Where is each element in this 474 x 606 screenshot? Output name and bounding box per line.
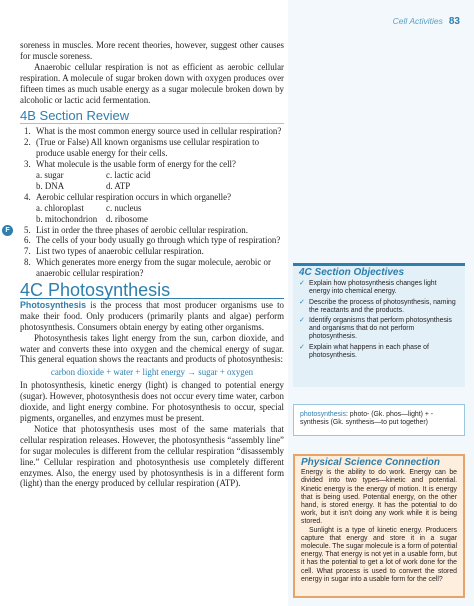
question-3-options <box>20 170 284 192</box>
section-review-number: 4B <box>20 108 36 124</box>
question-text: What molecule is the usable form of energy for the cell? <box>36 159 236 170</box>
objective-text: Identify organisms that perform photosynthesis and organisms that do not perform photosynthesis. <box>309 317 452 341</box>
section-heading <box>20 280 284 301</box>
review-question-2: 2. (True or False) All known organisms use cellular respiration to produce usable energy for their cells. <box>24 137 260 159</box>
intro-paragraph-2: Anaerobic cellular respiration is not as efficient as aerobic cellular respiration. A molecule of sugar broken down with oxygen produces over fifteen times as much usable energy as a sugar molecule broken down by alcoholic or lactic acid fermentation. <box>20 61 284 105</box>
option: a. chloroplast <box>36 202 84 213</box>
section-number: 4C <box>20 280 44 301</box>
question-text: Aerobic cellular respiration occurs in which organelle? <box>36 191 232 202</box>
review-question-7: 7. List two types of anaerobic cellular respiration. <box>24 246 204 257</box>
f-badge-icon: F <box>2 225 13 236</box>
section-paragraph-2: Photosynthesis takes light energy from the sun, carbon dioxide, and water and converts these into oxygen and the chemical energy of sugar. This general equation shows the reactants and products of photosynthesis: <box>20 332 284 365</box>
review-question-6: 6. The cells of your body usually go through which type of respiration? <box>24 235 281 246</box>
question-text: List in order the three phases of aerobic cellular respiration. <box>36 224 248 235</box>
connection-title: Physical Science Connection <box>301 457 440 468</box>
section-review-title: Section Review <box>39 108 130 124</box>
keyword-term: Photosynthesis <box>20 299 87 310</box>
objectives-list <box>299 280 459 360</box>
question-text: List two types of anaerobic cellular respiration. <box>36 246 204 257</box>
option: c. nucleus <box>106 202 142 213</box>
option: d. ATP <box>106 180 131 191</box>
main-column <box>5 40 284 489</box>
checkmark-icon: ✓ <box>299 317 305 325</box>
review-question-3: 3. What molecule is the usable form of energy for the cell? <box>24 159 236 170</box>
objective-item <box>299 299 459 315</box>
objective-item <box>299 344 459 360</box>
question-text: What is the most common energy source used in cellular respiration? <box>36 126 282 137</box>
connection-paragraph-1: Energy is the ability to do work. Energy can be divided into two types—kinetic and potential. Kinetic energy is the energy of motion. It is energy that is being used. Potential energy, on the other hand, is stored energy. It has the potential to do work, but it isn’t doing any work while it is being stored. <box>301 469 457 526</box>
option: a. sugar <box>36 169 64 180</box>
objectives-title: 4C Section Objectives <box>299 267 405 278</box>
page-number: 83 <box>448 16 460 27</box>
section-objectives-box <box>293 263 465 387</box>
vocab-term: photosynthesis <box>300 411 346 418</box>
section-paragraph-4: Notice that photosynthesis uses most of the same materials that cellular respiration releases. However, the photosynthesis “assembly line” for sugar molecules is different from the cellular respiration “disassembly line.” Cellular respiration and photosynthesis use completely different enzymes. Also, the energy used by photosynthesis is in a different form (light) than the energy produced by cellular respiration (ATP). <box>20 423 284 489</box>
option: d. ribosome <box>106 213 148 224</box>
review-question-1: 1. What is the most common energy source used in cellular respiration? <box>24 126 282 137</box>
review-questions <box>5 126 284 279</box>
physical-science-connection-box <box>293 454 465 598</box>
option: b. mitochondrion <box>36 213 98 224</box>
objective-text: Explain what happens in each phase of photosynthesis. <box>309 343 429 359</box>
question-text: (True or False) All known organisms use cellular respiration to produce usable energy for their cells. <box>36 137 260 159</box>
photosynthesis-equation: carbon dioxide + water + light energy → sugar + oxygen <box>50 367 254 378</box>
review-question-4: 4. Aerobic cellular respiration occurs in which organelle? <box>24 191 232 202</box>
question-4-options <box>20 203 284 225</box>
section-paragraph-1 <box>20 300 284 333</box>
running-title: Cell Activities <box>392 16 443 26</box>
checkmark-icon: ✓ <box>299 280 305 288</box>
section-title: Photosynthesis <box>48 280 171 301</box>
review-question-8: 8. Which generates more energy from the sugar molecule, aerobic or anaerobic cellular respiration? <box>24 257 271 279</box>
vocab-definition: : photo- (Gk. phos—light) + -synthesis (Gk. synthesis—to put together) <box>300 411 434 427</box>
objective-text: Explain how photosynthesis changes light energy into chemical energy. <box>309 280 437 296</box>
question-text: Which generates more energy from the sugar molecule, aerobic or anaerobic cellular respiration? <box>36 257 271 279</box>
running-head <box>393 16 460 27</box>
section-paragraph-3: In photosynthesis, kinetic energy (light) is changed to potential energy (sugar). However, photosynthesis does not occur every time water, carbon dioxide, and light energy combine. For photosynthesis to occur, special pigments, organelles, and enzymes must be present. <box>20 380 284 423</box>
connection-paragraph-2: Sunlight is a type of kinetic energy. Producers capture that energy and store it in a sugar molecule. The sugar molecule is a form of potential energy. That energy is not yet in a usable form, but it has the potential to get a lot of work done for the cell. What process is used to convert the stored energy in sugar into a usable form for the cell? <box>301 526 457 583</box>
review-question-5: F 5. List in order the three phases of aerobic cellular respiration. <box>20 225 284 236</box>
vocabulary-box <box>293 404 465 436</box>
checkmark-icon: ✓ <box>299 343 305 351</box>
intro-paragraph-1: soreness in muscles. More recent theories, however, suggest other causes for muscle soreness. <box>20 40 284 61</box>
objective-item <box>299 317 459 342</box>
paragraph-text: is the process that most producer organisms use to make their food. Only producers (primarily plants and algae) perform photosynthesis. Consumers obtain energy by eating other organisms. <box>20 299 284 332</box>
section-review-heading <box>20 108 284 124</box>
question-text: The cells of your body usually go through which type of respiration? <box>36 235 281 246</box>
option: b. DNA <box>36 180 65 191</box>
option: c. lactic acid <box>106 169 151 180</box>
objective-item <box>299 280 459 296</box>
objective-text: Describe the process of photosynthesis, naming the reactants and the products. <box>309 298 456 314</box>
checkmark-icon: ✓ <box>299 298 305 306</box>
